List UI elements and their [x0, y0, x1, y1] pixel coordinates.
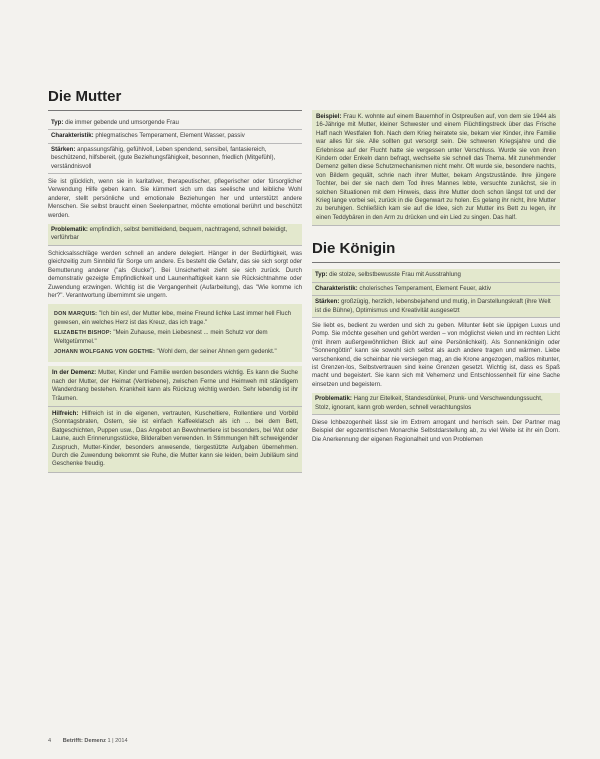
koenigin-staerken-text: großzügig, herzlich, lebensbejahend und mutig, in Darstellungskraft (ihre Welt ist die Bühne), Optimismus und Kreativität ausgesetzt	[315, 298, 551, 314]
journal-name: Betrifft: Demenz	[62, 738, 106, 744]
mutter-title: Die Mutter	[48, 88, 302, 111]
mutter-typ-row	[48, 117, 302, 130]
page-number: 4	[48, 738, 52, 744]
koenigin-charakteristik-label: Charakteristik:	[315, 284, 358, 292]
quote-item	[54, 348, 296, 356]
mutter-problematik-text: empfindlich, selbst bemitleidend, bequem, nachtragend, schnell beleidigt, verführbar	[51, 226, 288, 242]
koenigin-charakteristik-row	[312, 283, 560, 296]
mutter-typ-text: die immer gebende und umsorgende Frau	[65, 119, 179, 126]
koenigin-problematik-text: Hang zur Eitelkeit, Standesdünkel, Prunk- und Verschwendungssucht, Stolz, ignorant, kann grob werden, schnell verachtungslos	[315, 395, 543, 411]
koenigin-problematik-row	[312, 393, 560, 415]
quote-author: ELIZABETH BISHOP:	[54, 330, 112, 337]
beispiel-box	[312, 110, 560, 226]
koenigin-typ-label: Typ:	[315, 271, 328, 279]
mutter-charakteristik-text: phlegmatisches Temperament, Element Wasser, passiv	[95, 132, 245, 140]
beispiel-text: Frau K. wohnte auf einem Bauernhof in Ostpreußen auf, von dem sie 1944 als 16-Jährige mit Mutter, kleiner Schwester und einem Flüchtlingstreck über das Frische Haff nach Westfalen floh. Nach dem Krieg heiratete sie, bekam vier Kinder, ihre Familie war alles für sie. Alle sollten gut versorgt sein. Die schweren Kriegsjahre und die Erlebnisse auf der Flucht hatte sie vergessen unter Verschluss. Wurde sie von ihren Kindern oder Enkeln dann befragt, wechselte sie schnell das Thema. Mit zunehmender Demenz gelten diese Schutzmechanismen nicht mehr. Oft wurde sie, besondere nachts, von Bildern gequält, schrie nach ihrer Mutter, bekam Angstzustände. Ihre jüngere Tochter, bei der sie nach dem Tod ihres Mannes lebte, versuchte zunächst, sie in solchen Situationen mit dem Hinweis, dass ihre Mutter doch schon längst tot und der Krieg lange vorbei sei, zurück in die Gegenwart zu holen. Es gelang ihr nicht, ihre Mutter zu beruhigen. Schließlich kam sie auf die Idee, sich zur Mutter ins Bett zu legen, ihr einen Teddybären in den Arm zu drücken und ein Lied zu singen. Das half.	[316, 113, 556, 221]
journal-issue: 1 | 2014	[107, 738, 128, 744]
mutter-hilfreich-box	[48, 407, 302, 473]
quote-item	[54, 310, 296, 327]
koenigin-charakteristik-text: cholerisches Temperament, Element Feuer, aktiv	[359, 284, 492, 292]
mutter-demenz-label: In der Demenz:	[52, 369, 97, 377]
mutter-demenz-text: Mutter, Kinder und Familie werden besonders wichtig. Es kann die Suche nach der Mutter, der Heimat (Vertriebene), zwischen Ferne und Heimweh mit ständigem Wanderdrang bestehen. Krankheit kann als Rückzug wichtig werden. Sehr lebendig ist ihr Träumen.	[52, 369, 298, 402]
mutter-problematik-row	[48, 224, 302, 246]
quote-text: "Ich bin es!, der Mutter lebe, meine Freund lichke Last immer hell Fluch gewesen, ein welches Herz ist das Kreuz, das ich trage."	[54, 310, 292, 326]
koenigin-body-1: Sie liebt es, bedient zu werden und sich zu geben. Mitunter liebt sie üppigen Luxus und Pomp. Sie möchte gesehen und gehört werden – von möglichst vielen und im rechten Licht (mit ihrem außergewöhnlichen Blick auf eine Persönlichkeit). Als Sonnenkönigin oder "Sonnengöttin" kann sie sowohl sich selbst als auch andere tragen und wärmen. Liebe verschenkend, die scheinbar nie versiegen mag, an die Krone angezogen, maßlos mitunter, ist Grenzen-los, Selbstvertrauen sind keine Grenzen gesetzt. Wichtig ist, dass es Spaß macht und begeistert. Sie kann sich mit Vehemenz und Entschlossenheit für eine Sache einsetzen und begeistern.	[312, 321, 560, 388]
koenigin-typ-text: die stolze, selbstbewusste Frau mit Ausstrahlung	[329, 271, 461, 279]
mutter-staerken-label: Stärken:	[51, 145, 76, 153]
koenigin-title: Die Königin	[312, 240, 560, 263]
quote-author: JOHANN WOLFGANG VON GOETHE:	[54, 348, 155, 355]
left-column	[48, 88, 302, 473]
mutter-body-1: Sie ist glücklich, wenn sie in karitativer, therapeutischer, pflegerischer oder fürsorglicher Verwendung Hilfe geben kann. Sie kümmert sich um das seelische und leibliche Wohl anderer, stellt persönliche und emotionale Beziehungen her und unterstützt andere Menschen. Sie selbst braucht einen Seelenpartner, möchte emotional berührt und beschützt werden.	[48, 178, 302, 219]
mutter-problematik-label: Problematik:	[51, 226, 88, 234]
mutter-body-2: Schicksalsschläge werden schnell an andere delegiert. Hänger in der Bedürftigkeit, was gleichzeitig zum Sinnbild für Sorge um andere. Es besteht die Gefahr, das sie sich sorgt oder Bemutterung anderer ("als Glucke"). Bei Unsicherheit zieht sie sich zurück. Durch demonstrativ gezeigte Empfindlichkeit und Launenhaftigkeit kann sie Rücksichtnahme oder Zuwendung erzwingen. Wichtig ist die Vergangenheit (Aufarbeitung), das "Wie komme ich her?". Verantwortung übernimmt sie ungern.	[48, 249, 302, 299]
mutter-staerken-row	[48, 144, 302, 174]
quote-item	[54, 329, 296, 346]
beispiel-label: Beispiel:	[316, 113, 342, 120]
koenigin-typ-row	[312, 269, 560, 282]
quote-box	[48, 304, 302, 362]
mutter-typ-label: Typ:	[51, 119, 64, 126]
koenigin-staerken-row	[312, 296, 560, 318]
quote-text: "Wohl dem, der seiner Ahnen gern gedenkt."	[156, 347, 277, 355]
quote-author: DON MARQUIS:	[54, 311, 98, 318]
quote-text: "Mein Zuhause, mein Liebesnest ... mein Schutz vor dem Weltgetümmel."	[54, 329, 268, 345]
mutter-staerken-text: anpassungsfähig, gefühlvoll, Leben spendend, sensibel, fantasiereich, beschützend, hilfsbereit, (gute Beziehungsfähigkeit, besonnen, friedlich (Mitgefühl), verständnisvoll	[51, 145, 276, 170]
koenigin-body-2: Diese Ichbezogenheit lässt sie im Extrem arrogant und herrisch sein. Der Partner mag Beispiel der egozentrischen Monarchie Selbstdarstellung ab, zu viel Weite ist ihr ein Dorn. Die Anerkennung der eigenen Regionalheit und von Problemen	[312, 418, 560, 443]
page-footer	[48, 738, 128, 744]
mutter-hilfreich-text: Hilfreich ist in die eigenen, vertrauten, Kuscheltiere, Rollentiere und Vorbild (Sonntagsbraten, Ostern, sie ist einfach Kaffeeklatsch als ich ... bei dem Bett, Batgeschichten, Puppen usw., Das Angebot an Bewohnertiere ist besonders, bei Wut oder Laune, auch Erinnerungsstücke, Bilderalben verwenden. In Stimmungen hilft schweigender Zuspruch, Mutter-Kinder, besonders anwesende, tiergestützte Aufgaben übernehmen. Durch die Zuwendung bekommt sie Ruhe, die Mutter kann sie leiden, beim Jubiläum sind Geschenke freudig.	[52, 409, 298, 468]
mutter-demenz-box	[48, 366, 302, 407]
mutter-charakteristik-row	[48, 130, 302, 143]
koenigin-staerken-label: Stärken:	[315, 298, 340, 306]
mutter-charakteristik-label: Charakteristik:	[51, 132, 94, 140]
koenigin-problematik-label: Problematik:	[315, 395, 352, 403]
mutter-hilfreich-label: Hilfreich:	[52, 409, 79, 417]
right-column	[312, 110, 560, 448]
